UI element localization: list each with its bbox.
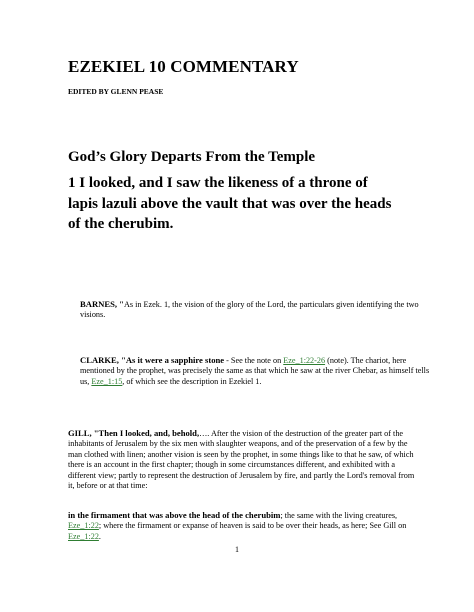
- gill2-ref-link-1[interactable]: Eze_1:22: [68, 521, 99, 531]
- page-number: 1: [235, 545, 239, 554]
- barnes-paragraph: [68, 299, 430, 321]
- clarke-ref-link-2[interactable]: Eze_1:15: [91, 376, 123, 386]
- clarke-ref-link-1[interactable]: Eze_1:22-26: [283, 356, 326, 365]
- gill-text: …. After the vision of the destruction of the greater part of the inhabitants of Jerusalem by the six men with slaughter weapons, and of the preservation of a few by the man clothed with linen; another vision is seen by the prophet, in some things like to that he saw, of which there is an account in the first chapter; though in some circumstances different, and exhibited with a different view; partly to represent the destruction of Jerusalem by fire, and partly the Lord's removal from it, before or at that time:: [68, 429, 415, 491]
- gill2-text-3: .: [98, 531, 101, 541]
- gill2-bold-phrase: in the firmament that was above the head of the cherubim: [68, 510, 281, 520]
- gill2-text-2: ; where the firmament or expanse of heaven is said to be over their heads, as here; See Gill on: [98, 521, 407, 531]
- document-title: EZEKIEL 10 COMMENTARY: [68, 57, 299, 76]
- editor-credit: EDITED BY GLENN PEASE: [68, 87, 164, 96]
- clarke-paragraph: [68, 355, 430, 387]
- gill-paragraph: [68, 428, 418, 491]
- barnes-text: As in Ezek. 1, the vision of the glory of the Lord, the particulars given identifying the two visions.: [80, 300, 419, 320]
- clarke-text-2: (note). The chariot, here mentioned by the prophet, was precisely the same as that which he saw at the river Chebar, as himself tells us,: [80, 356, 430, 386]
- gill-firmament-paragraph: [68, 510, 418, 542]
- clarke-text-1: - See the note on: [224, 356, 284, 365]
- section-heading: God’s Glory Departs From the Temple: [68, 149, 316, 165]
- gill2-text-1: ; the same with the living creatures,: [280, 511, 398, 520]
- gill-source: GILL, "Then I looked, and, behold,: [68, 428, 200, 438]
- gill2-ref-link-2[interactable]: Eze_1:22: [68, 531, 99, 541]
- verse-text: 1 I looked, and I saw the likeness of a throne of lapis lazuli above the vault that was over the heads of the cherubim.: [68, 175, 392, 232]
- clarke-text-3: , of which see the description in Ezekiel 1.: [122, 376, 262, 386]
- clarke-source: CLARKE, "As it were a sapphire stone: [80, 355, 225, 365]
- barnes-source: BARNES, ": [80, 299, 124, 309]
